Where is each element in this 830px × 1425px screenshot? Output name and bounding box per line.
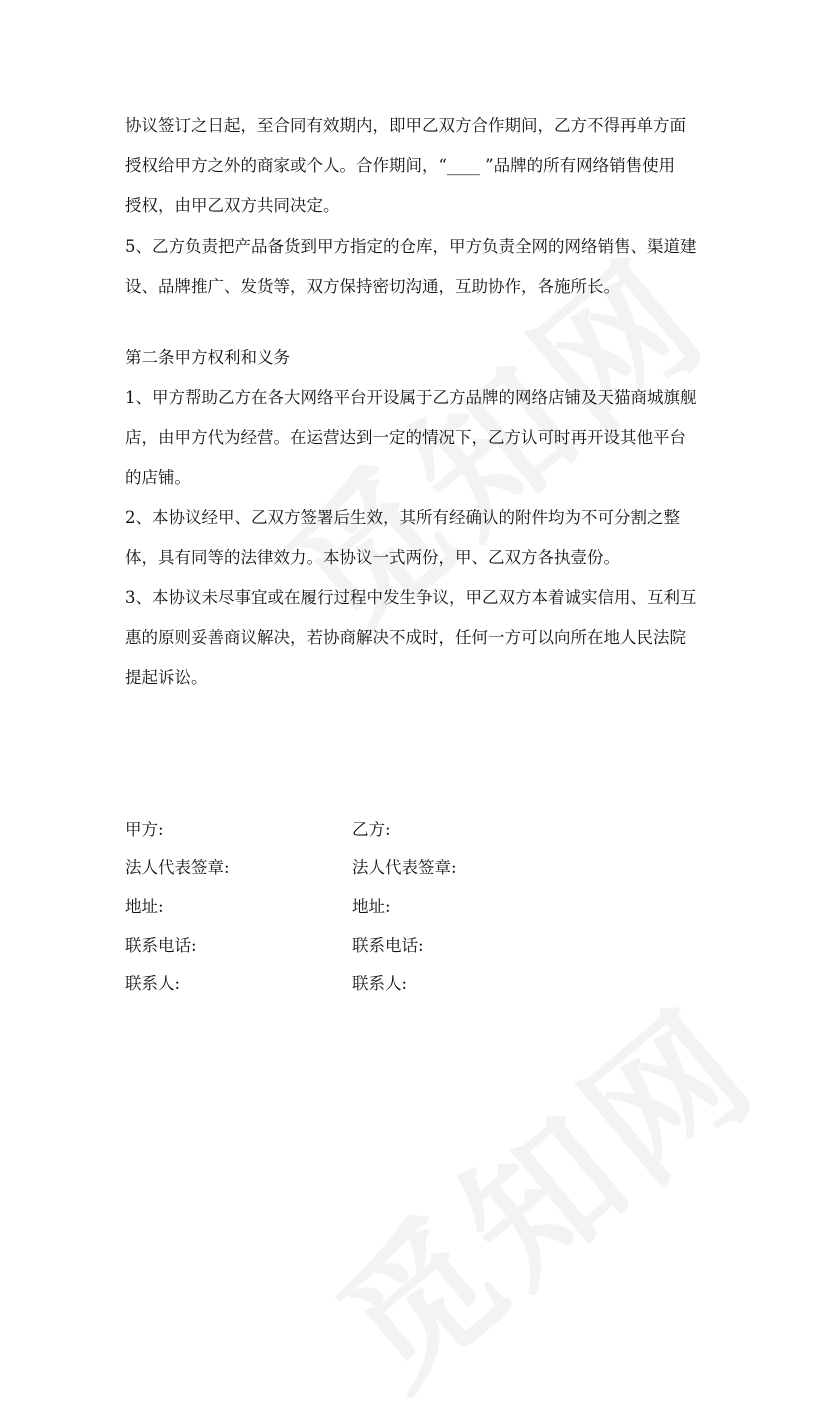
signature-row bbox=[125, 848, 715, 888]
contact-a-label: 联系人: bbox=[125, 974, 181, 993]
signature-row bbox=[125, 964, 715, 1004]
phone-b-label: 联系电话: bbox=[352, 936, 424, 955]
watermark bbox=[287, 951, 794, 1425]
paragraph-line: 设、品牌推广、发货等，双方保持密切沟通，互助协作，各施所长。 bbox=[125, 277, 620, 296]
paragraph-line: 提起诉讼。 bbox=[125, 668, 208, 687]
contact-b-label: 联系人: bbox=[352, 974, 408, 993]
paragraph-line: 1、甲方帮助乙方在各大网络平台开设属于乙方品牌的网络店铺及天猫商城旗舰 bbox=[125, 388, 697, 407]
paragraph-line: 店，由甲方代为经营。在运营达到一定的情况下，乙方认可时再开设其他平台 bbox=[125, 428, 686, 447]
paragraph-line: 体，具有同等的法律效力。本协议一式两份，甲、乙双方各执壹份。 bbox=[125, 548, 620, 567]
paragraph-line: 3、本协议未尽事宜或在履行过程中发生争议，甲乙双方本着诚实信用、互利互 bbox=[125, 588, 697, 607]
signature-row bbox=[125, 887, 715, 927]
signature-row bbox=[125, 810, 715, 850]
party-a-label: 甲方: bbox=[125, 820, 164, 839]
legal-rep-a-label: 法人代表签章: bbox=[125, 858, 230, 877]
section-heading: 第二条甲方权利和义务 bbox=[125, 348, 290, 367]
paragraph-line: 5、乙方负责把产品备货到甲方指定的仓库，甲方负责全网的网络销售、渠道建 bbox=[125, 237, 697, 256]
paragraph-line: 协议签订之日起，至合同有效期内，即甲乙双方合作期间，乙方不得再单方面 bbox=[125, 116, 686, 135]
paragraph-line: 授权，由甲乙双方共同决定。 bbox=[125, 196, 340, 215]
address-b-label: 地址: bbox=[352, 897, 391, 916]
phone-a-label: 联系电话: bbox=[125, 936, 197, 955]
paragraph-line: 2、本协议经甲、乙双方签署后生效，其所有经确认的附件均为不可分割之整 bbox=[125, 508, 680, 527]
paragraph-line: 授权给甲方之外的商家或个人。合作期间，“____ ”品牌的所有网络销售使用 bbox=[125, 156, 676, 175]
legal-rep-b-label: 法人代表签章: bbox=[352, 858, 457, 877]
paragraph-line: 的店铺。 bbox=[125, 468, 191, 487]
paragraph-line: 惠的原则妥善商议解决，若协商解决不成时，任何一方可以向所在地人民法院 bbox=[125, 628, 686, 647]
address-a-label: 地址: bbox=[125, 897, 164, 916]
signature-row bbox=[125, 926, 715, 966]
party-b-label: 乙方: bbox=[352, 820, 391, 839]
